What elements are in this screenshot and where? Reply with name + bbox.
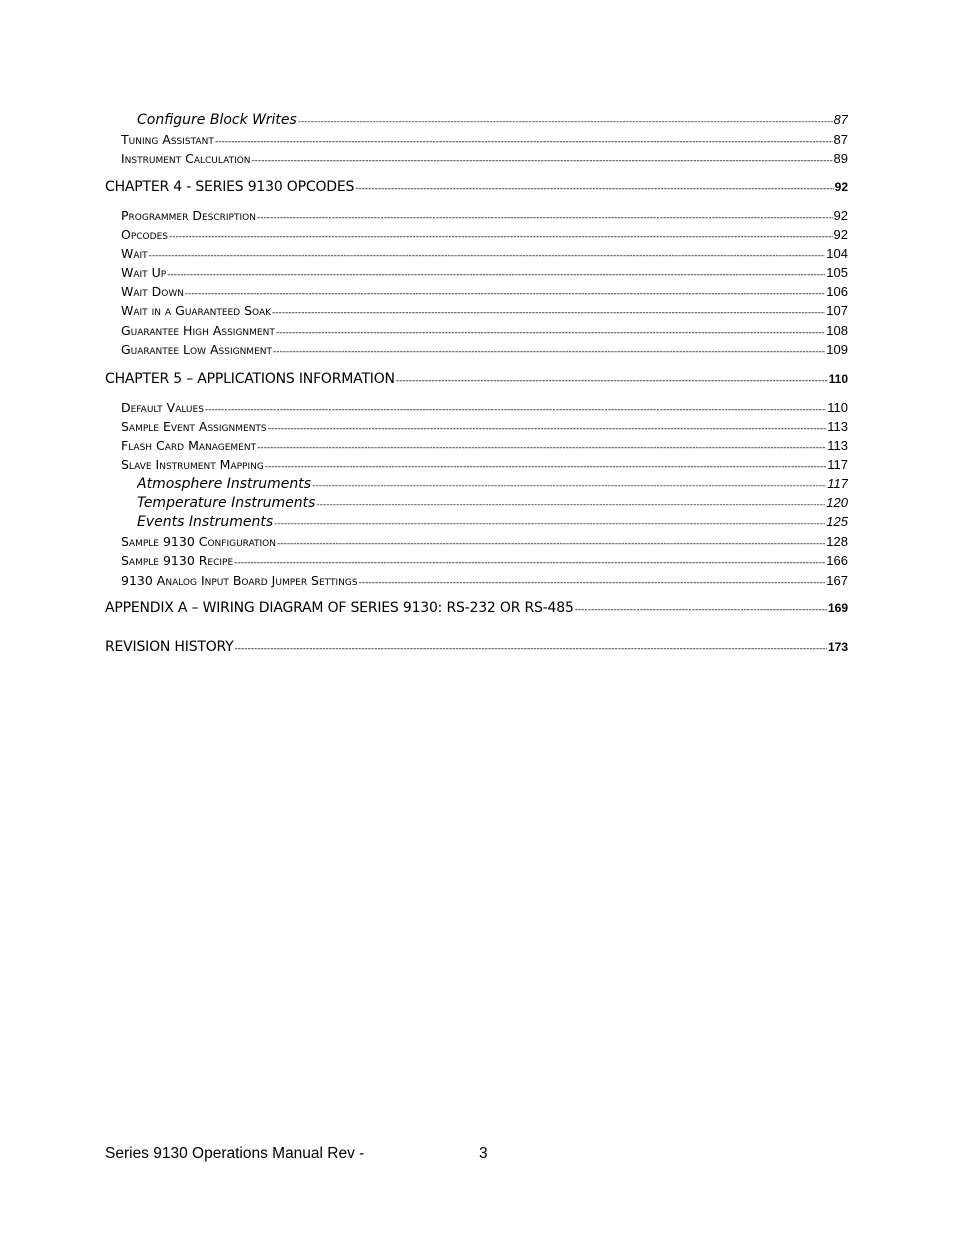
toc-entry[interactable] (121, 457, 848, 472)
toc-entry[interactable] (121, 246, 848, 261)
toc-leader (205, 405, 826, 415)
footer-page-number: 3 (479, 1145, 488, 1162)
toc-entry-page: 89 (833, 151, 848, 166)
toc-entry-page: 173 (827, 640, 848, 654)
toc-leader (276, 328, 825, 338)
toc-entry[interactable] (121, 303, 848, 318)
toc-entry[interactable] (121, 151, 848, 166)
toc-entry-page: 110 (827, 400, 848, 415)
toc-leader (234, 558, 825, 568)
toc-entry-title: Wait Down (121, 284, 184, 299)
toc-leader (169, 232, 833, 242)
toc-entry-page: 166 (826, 553, 848, 568)
footer-manual-title: Series 9130 Operations Manual Rev - (105, 1145, 365, 1162)
toc-entry[interactable] (121, 438, 848, 453)
toc-leader (185, 289, 825, 299)
toc-entry-page: 92 (834, 180, 848, 194)
toc-entry-title: Configure Block Writes (137, 112, 297, 128)
toc-leader (167, 270, 825, 280)
toc-leader (265, 462, 826, 472)
toc-entry-title: CHAPTER 4 - SERIES 9130 OPCODES (105, 179, 355, 195)
toc-entry-page: 92 (833, 227, 848, 242)
toc-entry[interactable] (121, 284, 848, 299)
toc-entry-title: Sample 9130 Recipe (121, 553, 234, 568)
toc-entry[interactable] (121, 208, 848, 223)
toc-entry-page: 87 (833, 132, 848, 147)
toc-entry-title: Temperature Instruments (137, 495, 316, 511)
toc-leader (215, 137, 833, 147)
toc-entry-page: 113 (827, 419, 848, 434)
toc-entry[interactable] (105, 371, 848, 387)
toc-entry[interactable] (121, 400, 848, 415)
toc-entry-page: 117 (827, 457, 848, 472)
toc-leader (274, 519, 825, 529)
toc-entry-page: 113 (827, 438, 848, 453)
toc-entry[interactable] (121, 342, 848, 357)
toc-entry-page: 117 (827, 476, 848, 491)
toc-entry-title: Programmer Description (121, 208, 256, 223)
toc-entry-title: Sample 9130 Configuration (121, 534, 276, 549)
toc-entry[interactable] (137, 495, 848, 511)
toc-entry-page: 106 (826, 284, 848, 299)
toc-leader (312, 481, 826, 491)
toc-entry-page: 87 (833, 112, 848, 127)
toc-entry-page: 107 (826, 303, 848, 318)
toc-entry-page: 110 (828, 372, 848, 386)
toc-entry-title: 9130 Analog Input Board Jumper Settings (121, 573, 358, 588)
toc-leader (359, 578, 826, 588)
toc-entry[interactable] (105, 639, 848, 655)
toc-entry-title: CHAPTER 5 – APPLICATIONS INFORMATION (105, 371, 395, 387)
toc-entry-title: Opcodes (121, 227, 168, 242)
toc-entry[interactable] (105, 600, 848, 616)
toc-leader (298, 117, 833, 127)
toc-entry-title: Instrument Calculation (121, 151, 251, 166)
toc-entry-title: APPENDIX A – WIRING DIAGRAM OF SERIES 9130: RS-232 OR RS-485 (105, 600, 574, 616)
toc-entry-page: 125 (826, 514, 848, 529)
toc-leader (252, 156, 833, 166)
toc-entry[interactable] (121, 323, 848, 338)
toc-entry-page: 108 (826, 323, 848, 338)
toc-leader (149, 251, 826, 261)
toc-leader (316, 500, 825, 510)
toc-entry[interactable] (121, 132, 848, 147)
toc-leader (273, 347, 825, 357)
toc-entry[interactable] (105, 179, 848, 195)
toc-entry-page: 104 (826, 246, 848, 261)
toc-entry[interactable] (121, 227, 848, 242)
toc-entry-title: Tuning Assistant (121, 132, 214, 147)
toc-entry-title: Wait (121, 246, 148, 261)
toc-entry[interactable] (121, 265, 848, 280)
toc-leader (575, 605, 827, 615)
toc-entry[interactable] (137, 112, 848, 128)
toc-entry-page: 92 (833, 208, 848, 223)
toc-entry-page: 105 (826, 265, 848, 280)
toc-entry-title: Events Instruments (137, 514, 274, 530)
toc-entry[interactable] (137, 476, 848, 492)
toc-entry[interactable] (121, 553, 848, 568)
toc-leader (277, 539, 825, 549)
toc-entry-title: Flash Card Management (121, 438, 257, 453)
toc-entry-page: 167 (826, 573, 848, 588)
toc-leader (235, 644, 827, 654)
toc-leader (396, 376, 828, 386)
toc-entry-title: Guarantee Low Assignment (121, 342, 272, 357)
toc-leader (272, 308, 825, 318)
toc-entry[interactable] (121, 534, 848, 549)
toc-entry-page: 120 (826, 495, 848, 510)
toc-leader (257, 443, 826, 453)
toc-entry-title: Sample Event Assignments (121, 419, 267, 434)
toc-entry-title: Guarantee High Assignment (121, 323, 275, 338)
toc-leader (355, 184, 833, 194)
toc-entry[interactable] (137, 514, 848, 530)
toc-entry[interactable] (121, 419, 848, 434)
toc-entry-title: Default Values (121, 400, 204, 415)
toc-entry-title: REVISION HISTORY (105, 639, 234, 655)
toc-leader (257, 213, 833, 223)
toc-entry-title: Slave Instrument Mapping (121, 457, 264, 472)
toc-leader (268, 424, 827, 434)
toc-entry[interactable] (121, 573, 848, 588)
toc-entry-title: Atmosphere Instruments (137, 476, 312, 492)
toc-entry-page: 128 (826, 534, 848, 549)
toc-entry-title: Wait in a Guaranteed Soak (121, 303, 272, 318)
toc-entry-title: Wait Up (121, 265, 167, 280)
toc-entry-page: 169 (827, 601, 848, 615)
toc-entry-page: 109 (826, 342, 848, 357)
